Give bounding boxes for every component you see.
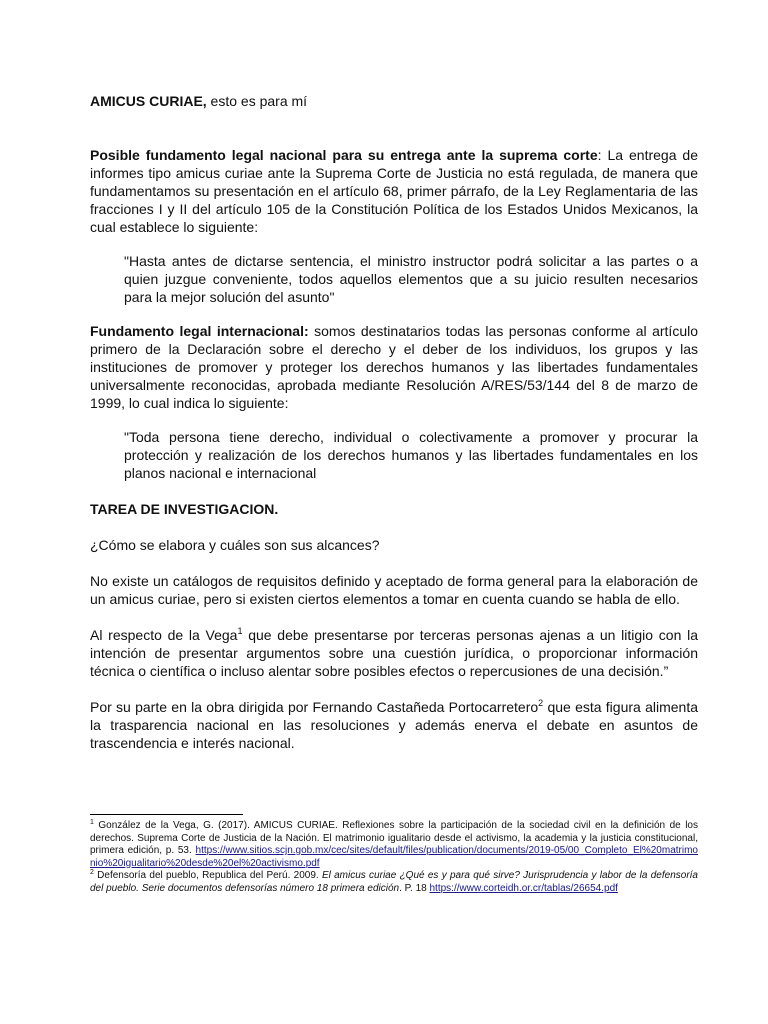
quote-article-68: "Hasta antes de dictarse sentencia, el ministro instructor podrá solicitar a las partes o a quien juzgue conveniente, todos aquellos elementos que a su juicio resulten necesarios para la mejor solución del asunto" xyxy=(124,253,698,305)
castaneda-text-b: que esta figura alimenta la trasparencia nacional en las resoluciones y además enerva el debate en asuntos de trascendencia e interés nacional. xyxy=(90,699,698,751)
paragraph-national-basis xyxy=(90,146,698,236)
research-question: ¿Cómo se elabora y cuáles son sus alcances? xyxy=(90,537,380,553)
castaneda-text-a: Por su parte en la obra dirigida por Fernando Castañeda Portocarretero xyxy=(90,699,539,715)
footnote-separator xyxy=(90,814,243,815)
footnote-2-link[interactable]: https://www.corteidh.or.cr/tablas/26654.pdf xyxy=(429,882,618,894)
footnote-1-text: González de la Vega, G. (2017). AMICUS CURIAE. Reflexiones sobre la participación de la sociedad civil en la definición de los derechos. Suprema Corte de Justicia de la Nación. El matrimonio igualitario desde el activismo, la academia y la justicia constitucional, primera edición, p. 53. xyxy=(90,820,698,856)
international-basis-heading: Fundamento legal internacional: xyxy=(90,323,309,339)
de-la-vega-text-a: Al respecto de la Vega xyxy=(90,627,238,643)
footnote-ref-2[interactable]: 2 xyxy=(538,698,544,708)
national-basis-heading: Posible fundamento legal nacional para su entrega ante la suprema corte xyxy=(90,147,598,163)
document-title xyxy=(90,92,698,110)
footnote-2-number: 2 xyxy=(90,869,94,876)
paragraph-de-la-vega xyxy=(90,626,698,680)
international-basis-text: somos destinatarios todas las personas conforme al artículo primero de la Declaración sobre el derecho y el deber de los individuos, los grupos y las instituciones de promover y proteger los derechos humanos y las libertades fundamentales universalmente reconocidas, aprobada mediante Resolución A/RES/53/144 del 8 de marzo de 1999, lo cual indica lo siguiente: xyxy=(90,323,699,411)
national-basis-text: : La entrega de informes tipo amicus curiae ante la Suprema Corte de Justicia no está regulada, de manera que fundamentamos su presentación en el artículo 68, primer párrafo, de la Ley Reglamentaria de las fracciones I y II del artículo 105 de la Constitución Política de los Estados Unidos Mexicanos, la cual establece lo siguiente: xyxy=(90,147,699,235)
section-heading: TAREA DE INVESTIGACION. xyxy=(90,501,279,517)
footnote-2-text-a: Defensoría del pueblo, Republica del Perú. 2009. xyxy=(93,870,322,881)
paragraph-international-basis xyxy=(90,322,698,412)
footnote-2 xyxy=(90,870,698,895)
title-rest: esto es para mí xyxy=(206,93,308,109)
title-bold: AMICUS CURIAE, xyxy=(90,93,207,109)
footnotes xyxy=(90,814,698,895)
paragraph-castaneda xyxy=(90,698,698,752)
quote-declaration: "Toda persona tiene derecho, individual o colectivamente a promover y procurar la protección y realización de los derechos humanos y las libertades fundamentales en los planos nacional e internacional xyxy=(124,429,698,481)
footnote-ref-1[interactable]: 1 xyxy=(237,626,243,636)
de-la-vega-text-b: que debe presentarse por terceras personas ajenas a un litigio con la intención de presentar argumentos sobre una cuestión jurídica, o proporcionar información técnica o científica o incluso alentar sobre posibles efectos o repercusiones de una decisión.” xyxy=(90,627,698,679)
footnote-1-number: 1 xyxy=(90,819,94,826)
footnote-2-text-b: . P. 18 xyxy=(399,882,427,894)
footnote-1 xyxy=(90,820,698,870)
paragraph-requirements: No existe un catálogos de requisitos definido y aceptado de forma general para la elaboración de un amicus curiae, pero si existen ciertos elementos a tomar en cuenta cuando se habla de ello. xyxy=(90,573,698,607)
footnote-2-title: El amicus curiae ¿Qué es y para qué sirve? Jurisprudencia y labor de la defensoría del pueblo. Serie documentos defensorías número 18 primera edición xyxy=(90,870,698,894)
document-body xyxy=(90,92,698,752)
footnote-1-link[interactable]: https://www.sitios.scjn.gob.mx/cec/sites/default/files/publication/documents/2019-05/00_Completo_El%20matrimonio%20igualitario%20desde%20el%20activismo.pdf xyxy=(90,845,698,869)
